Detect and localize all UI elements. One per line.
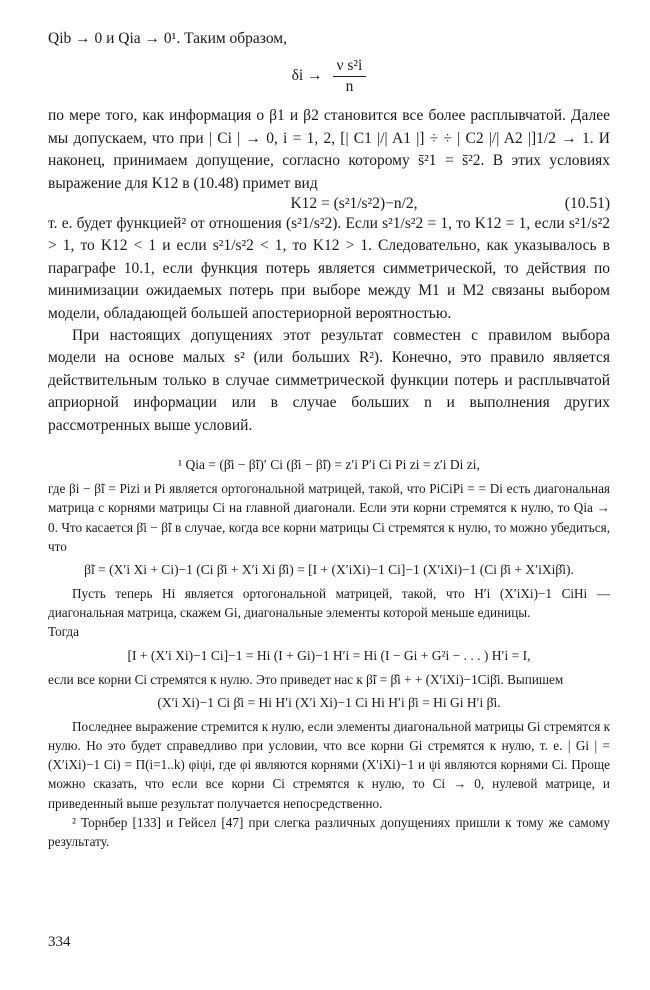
equation-number: (10.51) — [564, 195, 610, 213]
footnote-1-then: Тогда — [48, 624, 79, 640]
footnote-1-text-3: если все корни Ci стремятся к нулю. Это приведет нас к β̃i = β̂i + + (X′iXi)−1Ciβ̄i. Выпишем — [48, 671, 564, 687]
fraction-numerator: ν s²i — [333, 56, 367, 77]
equation-delta-fraction — [333, 56, 367, 97]
equation-delta-lhs: δi → — [291, 67, 323, 85]
paragraph-1: по мере того, как информация о β1 и β2 становится все более расплывчатой. Далее мы допускаем, что при | Ci | → 0, i = 1, 2, [| C1 |/| A1 |] ÷ ÷ | C2 |/| A2 |]1/2 → 1. И наконец, принимаем допущение, согласно которому s̄²1 = s̄²2. В этих условиях выражение для K12 в (10.48) примет вид — [48, 107, 610, 192]
footnote-1-text-1: где βi − β̃i = Pizi и Pi является ортогональной матрицей, такой, что PiCiPi = = Di есть диагональная матрица с корнями матрицы Ci на главной диагонали. Если эти корни стремятся к нулю, то Qia → 0. Что касается β̄i − β̃i в случае, когда все корни матрицы Ci стремятся к нулю, то можно убедиться, что — [48, 481, 610, 554]
equation-10-51 — [48, 195, 610, 213]
footnote-1-equation-4: (X′i Xi)−1 Ci β̄i = Hi H′i (X′i Xi)−1 Ci Hi H′i β̄i = Hi Gi H′i β̄i. — [157, 694, 501, 710]
footnote-1-equation-1: ¹ Qia = (β̄i − β̃i)′ Ci (β̄i − β̃i) = z′i P′i Ci Pi zi = z′i Di zi, — [178, 457, 480, 473]
equation-k12: K12 = (s²1/s²2)−n/2, — [290, 195, 418, 213]
footnote-1-text-4: Последнее выражение стремится к нулю, если элементы диагональной матрицы Gi стремятся к нулю. Но это будет справедливо при условии, что все корни Gi стремятся к нулю, т. е. | Gi | = (X′iXi)−1 Ci) = Π(i=1..k) φiψi, где φi являются корнями (X′iXi)−1 и ψi являются корнями Ci. Проще можно сказать, что если все корни Ci стремятся к нулю, то Ci → 0, нулевой матрице, и приведенный выше результат получается непосредственно. — [48, 718, 610, 811]
footnote-2: ² Торнбер [133] и Гейсел [47] при слегка различных допущениях пришли к тому же самому результату. — [48, 814, 610, 849]
page-number: 334 — [48, 934, 71, 950]
equation-delta — [48, 56, 610, 97]
paragraph-3: При настоящих допущениях этот результат совместен с правилом выбора модели на основе малых s² (или больших R²). Конечно, это правило является действительным только в случае симметрической функции потерь и расплывчатой априорной информации или в случае больших n и выполнения других рассмотренных выше условий. — [48, 327, 610, 434]
intro-line: Qib → 0 и Qia → 0¹. Таким образом, — [48, 30, 287, 47]
footnote-1-equation-2: β̃i = (X′i Xi + Ci)−1 (Ci β̄i + X′i Xi β̂i) = [I + (X′iXi)−1 Ci]−1 (X′iXi)−1 (Ci β̄i + X′iXiβ̂i). — [84, 561, 574, 577]
fraction-denominator: n — [345, 78, 354, 96]
footnote-1-equation-3: [I + (X′i Xi)−1 Ci]−1 = Hi (I + Gi)−1 H′i = Hi (I − Gi + G²i − . . . ) H′i = I, — [127, 647, 531, 663]
footnote-1-text-2: Пусть теперь Hi является ортогональной матрицей, такой, что H′i (X′iXi)−1 CiHi — диагональная матрица, скажем Gi, диагональные элементы которой меньше единицы. — [48, 585, 610, 621]
paragraph-2: т. е. будет функцией² от отношения (s²1/s²2). Если s²1/s²2 = 1, то K12 = 1, если s²1/s²2 > 1, то K12 < 1 и если s²1/s²2 < 1, то K12 > 1. Следовательно, как указывалось в параграфе 10.1, если функция потерь является симметрической, то действия по минимизации ожидаемых потерь при выборе между M1 и M2 связаны выбором модели, обладающей большей апостериорной вероятностью. — [48, 215, 610, 322]
document-page — [48, 28, 610, 851]
